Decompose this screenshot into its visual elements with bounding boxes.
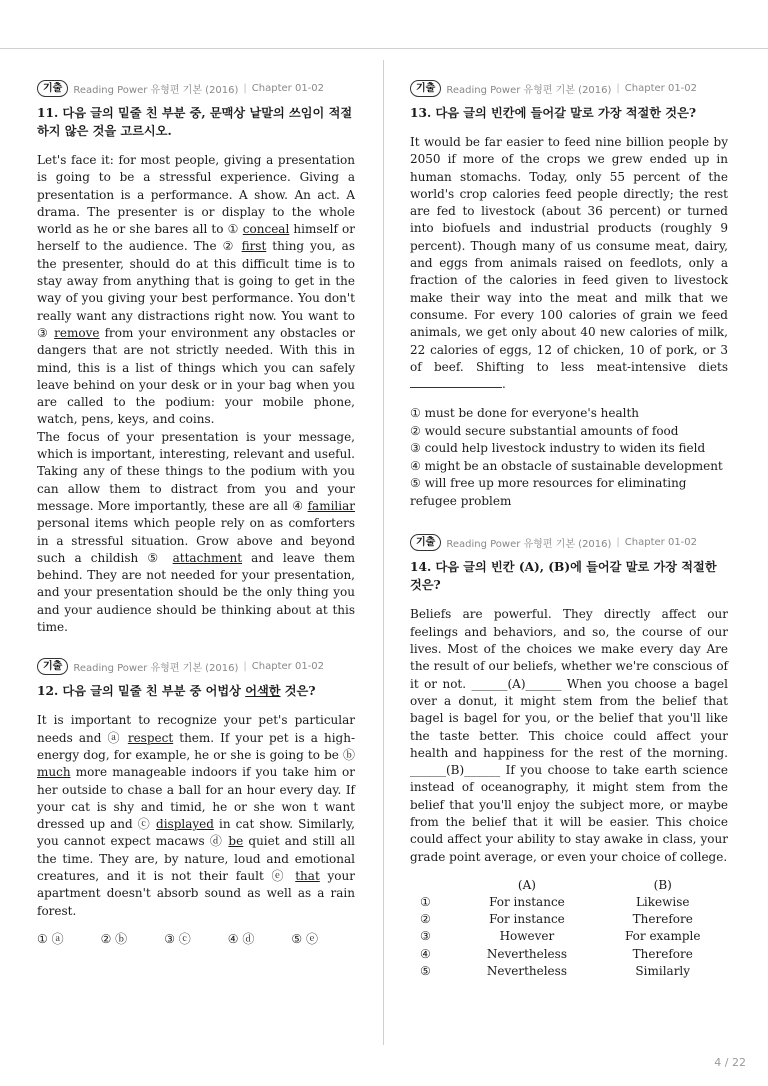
q12-option[interactable]: ② ⓑ: [100, 931, 128, 946]
q13-option[interactable]: ③ could help livestock industry to widen its field: [410, 441, 706, 456]
column-divider: [383, 60, 384, 1045]
chapter-label: Chapter 01-02: [624, 82, 698, 94]
exam-badge: 기출: [37, 80, 68, 97]
q13-options: [410, 405, 728, 510]
q14-passage: Beliefs are powerful. They directly affect our feelings and behaviors, and so, the course of our lives. Most of the choices we make every day Are the result of our beliefs, whether we're conscious of it or not. ______(A)______ When you choose a bagel over a donut, it might stem from the belief that bagel is bagel for you, or the belief that you'll like the taste better. This choice could affect your health and happiness for the rest of the morning. ______(B)______ If you choose to take earth science instead of oceanography, it might stem from the belief that you'll enjoy the subject more, or maybe from the belief that it will be easier. This choice could affect your ability to stay awake in class, your grade point average, or even your choice of college.: [410, 607, 728, 864]
q11-underline-1: conceal: [242, 222, 290, 237]
table-row[interactable]: ② For instance Therefore: [420, 912, 693, 927]
answer-blank: [410, 376, 502, 388]
meta-separator: |: [616, 536, 620, 548]
page-number: 4 / 22: [714, 1056, 746, 1069]
q12-underline-d: be: [228, 834, 244, 849]
table-row[interactable]: ① For instance Likewise: [420, 894, 690, 909]
table-row[interactable]: ⑤ Nevertheless Similarly: [420, 964, 691, 979]
chapter-label: Chapter 01-02: [624, 536, 698, 548]
q12-title: 12. 다음 글의 밑줄 친 부분 중 어법상 어색한 것은?: [37, 684, 316, 699]
q13-option[interactable]: ① must be done for everyone's health: [410, 406, 640, 421]
source-label: Reading Power 유형편 기본 (2016): [446, 84, 612, 96]
q11-underline-5: attachment: [172, 550, 243, 565]
table-header-row: (A) (B): [517, 877, 672, 892]
chapter-label: Chapter 01-02: [251, 82, 325, 94]
q12-underline-a: respect: [127, 730, 174, 745]
q12-passage: It is important to recognize your pet's particular needs and ⓐ respect them. If your pet is a high-energy dog, for example, he or she is going to be ⓑ much more manageable indoors if you take him or her outside to chase a ball for an hour every day. If your cat is shy and timid, he or she won t want dressed up and ⓒ displayed in cat show. Similarly, you cannot expect macaws ⓓ be quiet and still all the time. They are, by nature, loud and emotional creatures, and it is not their fault ⓔ that your apartment doesn't absorb sound as well as a rain forest.: [37, 713, 356, 918]
exam-badge: 기출: [410, 534, 441, 551]
q12-underline-c: displayed: [156, 817, 214, 832]
header-rule: [0, 48, 768, 49]
q11-underline-2: first: [241, 239, 267, 254]
q11-meta: [37, 78, 355, 98]
q11-underline-4: familiar: [307, 498, 355, 513]
meta-separator: |: [243, 82, 247, 94]
q13-meta: [410, 78, 728, 98]
table-row[interactable]: ③ However For example: [420, 929, 701, 944]
exam-badge: 기출: [410, 80, 441, 97]
q12-option[interactable]: ④ ⓓ: [227, 931, 255, 946]
left-column: [37, 78, 355, 947]
q11-title: 11. 다음 글의 밑줄 친 부분 중, 문맥상 낱말의 쓰임이 적절하지 않은 것을 고르시오.: [37, 106, 353, 138]
exam-badge: 기출: [37, 658, 68, 675]
source-label: Reading Power 유형편 기본 (2016): [446, 538, 612, 550]
q12-underline-b: much: [37, 765, 71, 780]
q13-option[interactable]: ④ might be an obstacle of sustainable development: [410, 458, 723, 473]
meta-separator: |: [616, 82, 620, 94]
meta-separator: |: [243, 660, 247, 672]
q11-paragraph-2: The focus of your presentation is your message, which is important, interesting, relevant and useful. Taking any of these things to the podium with you can allow them to distract from you and your message. More importantly, these are all ④ familiar personal items which people rely on as comforters in a stressful situation. Grow above and beyond such a childish ⑤ attachment and leave them behind. They are not needed for your presentation, and your presentation should be the only thing you and your audience should be thinking about at this time.: [37, 429, 355, 635]
q11-paragraph-1: Let's face it: for most people, giving a presentation is going to be a stressful experience. Giving a presentation is a performance. A show. An act. A drama. The presenter is or display to the whole world as he or she bares all to ① conceal himself or herself to the audience. The ② first thing you, as the presenter, should do at this difficult time is to stay away from anything that is going to get in the way of you giving your best performance. You don't really want any distractions right now. You want to ③ remove from your environment any obstacles or dangers that are not strictly needed. With this in mind, this is a list of things which you can safely leave behind on your desk or in your bag when you are called to the podium: your mobile phone, watch, pens, keys, and coins.: [37, 153, 356, 427]
q13-option[interactable]: ② would secure substantial amounts of food: [410, 423, 679, 438]
q12-meta: [37, 656, 355, 676]
q12-option[interactable]: ③ ⓒ: [164, 931, 191, 946]
source-label: Reading Power 유형편 기본 (2016): [73, 84, 239, 96]
q13-passage: It would be far easier to feed nine billion people by 2050 if more of the crops we grew ended up in human stomachs. Today, only 55 percent of the world's crop calories feed people directly; the rest are fed to livestock (about 36 percent) or turned into biofuels and industrial products (roughly 9 percent). Though many of us consume meat, dairy, and eggs from animals raised on feedlots, only a fraction of the calories in feed given to livestock make their way into the meat and milk that we consume. For every 100 calories of grain we feed animals, we get only about 40 new calories of milk, 22 calories of eggs, 12 of chicken, 10 of pork, or 3 of beef. Shifting to less meat-intensive diets .: [410, 135, 728, 392]
q12-option[interactable]: ⑤ ⓔ: [291, 931, 318, 946]
right-column: [410, 78, 728, 980]
q13-title: 13. 다음 글의 빈칸에 들어갈 말로 가장 적절한 것은?: [410, 106, 696, 120]
q13-option[interactable]: ⑤ will free up more resources for eliminating refugee problem: [410, 476, 687, 508]
q14-meta: [410, 532, 728, 552]
chapter-label: Chapter 01-02: [251, 660, 325, 672]
q11-underline-3: remove: [54, 325, 100, 340]
source-label: Reading Power 유형편 기본 (2016): [73, 662, 239, 674]
table-row[interactable]: ④ Nevertheless Therefore: [420, 946, 693, 961]
q14-title: 14. 다음 글의 빈칸 (A), (B)에 들어갈 말로 가장 적절한 것은?: [410, 560, 717, 593]
q14-answer-table: [420, 876, 728, 980]
q12-options: [37, 930, 355, 947]
q12-underline-e: that: [295, 868, 320, 883]
q12-option[interactable]: ① ⓐ: [37, 931, 64, 946]
